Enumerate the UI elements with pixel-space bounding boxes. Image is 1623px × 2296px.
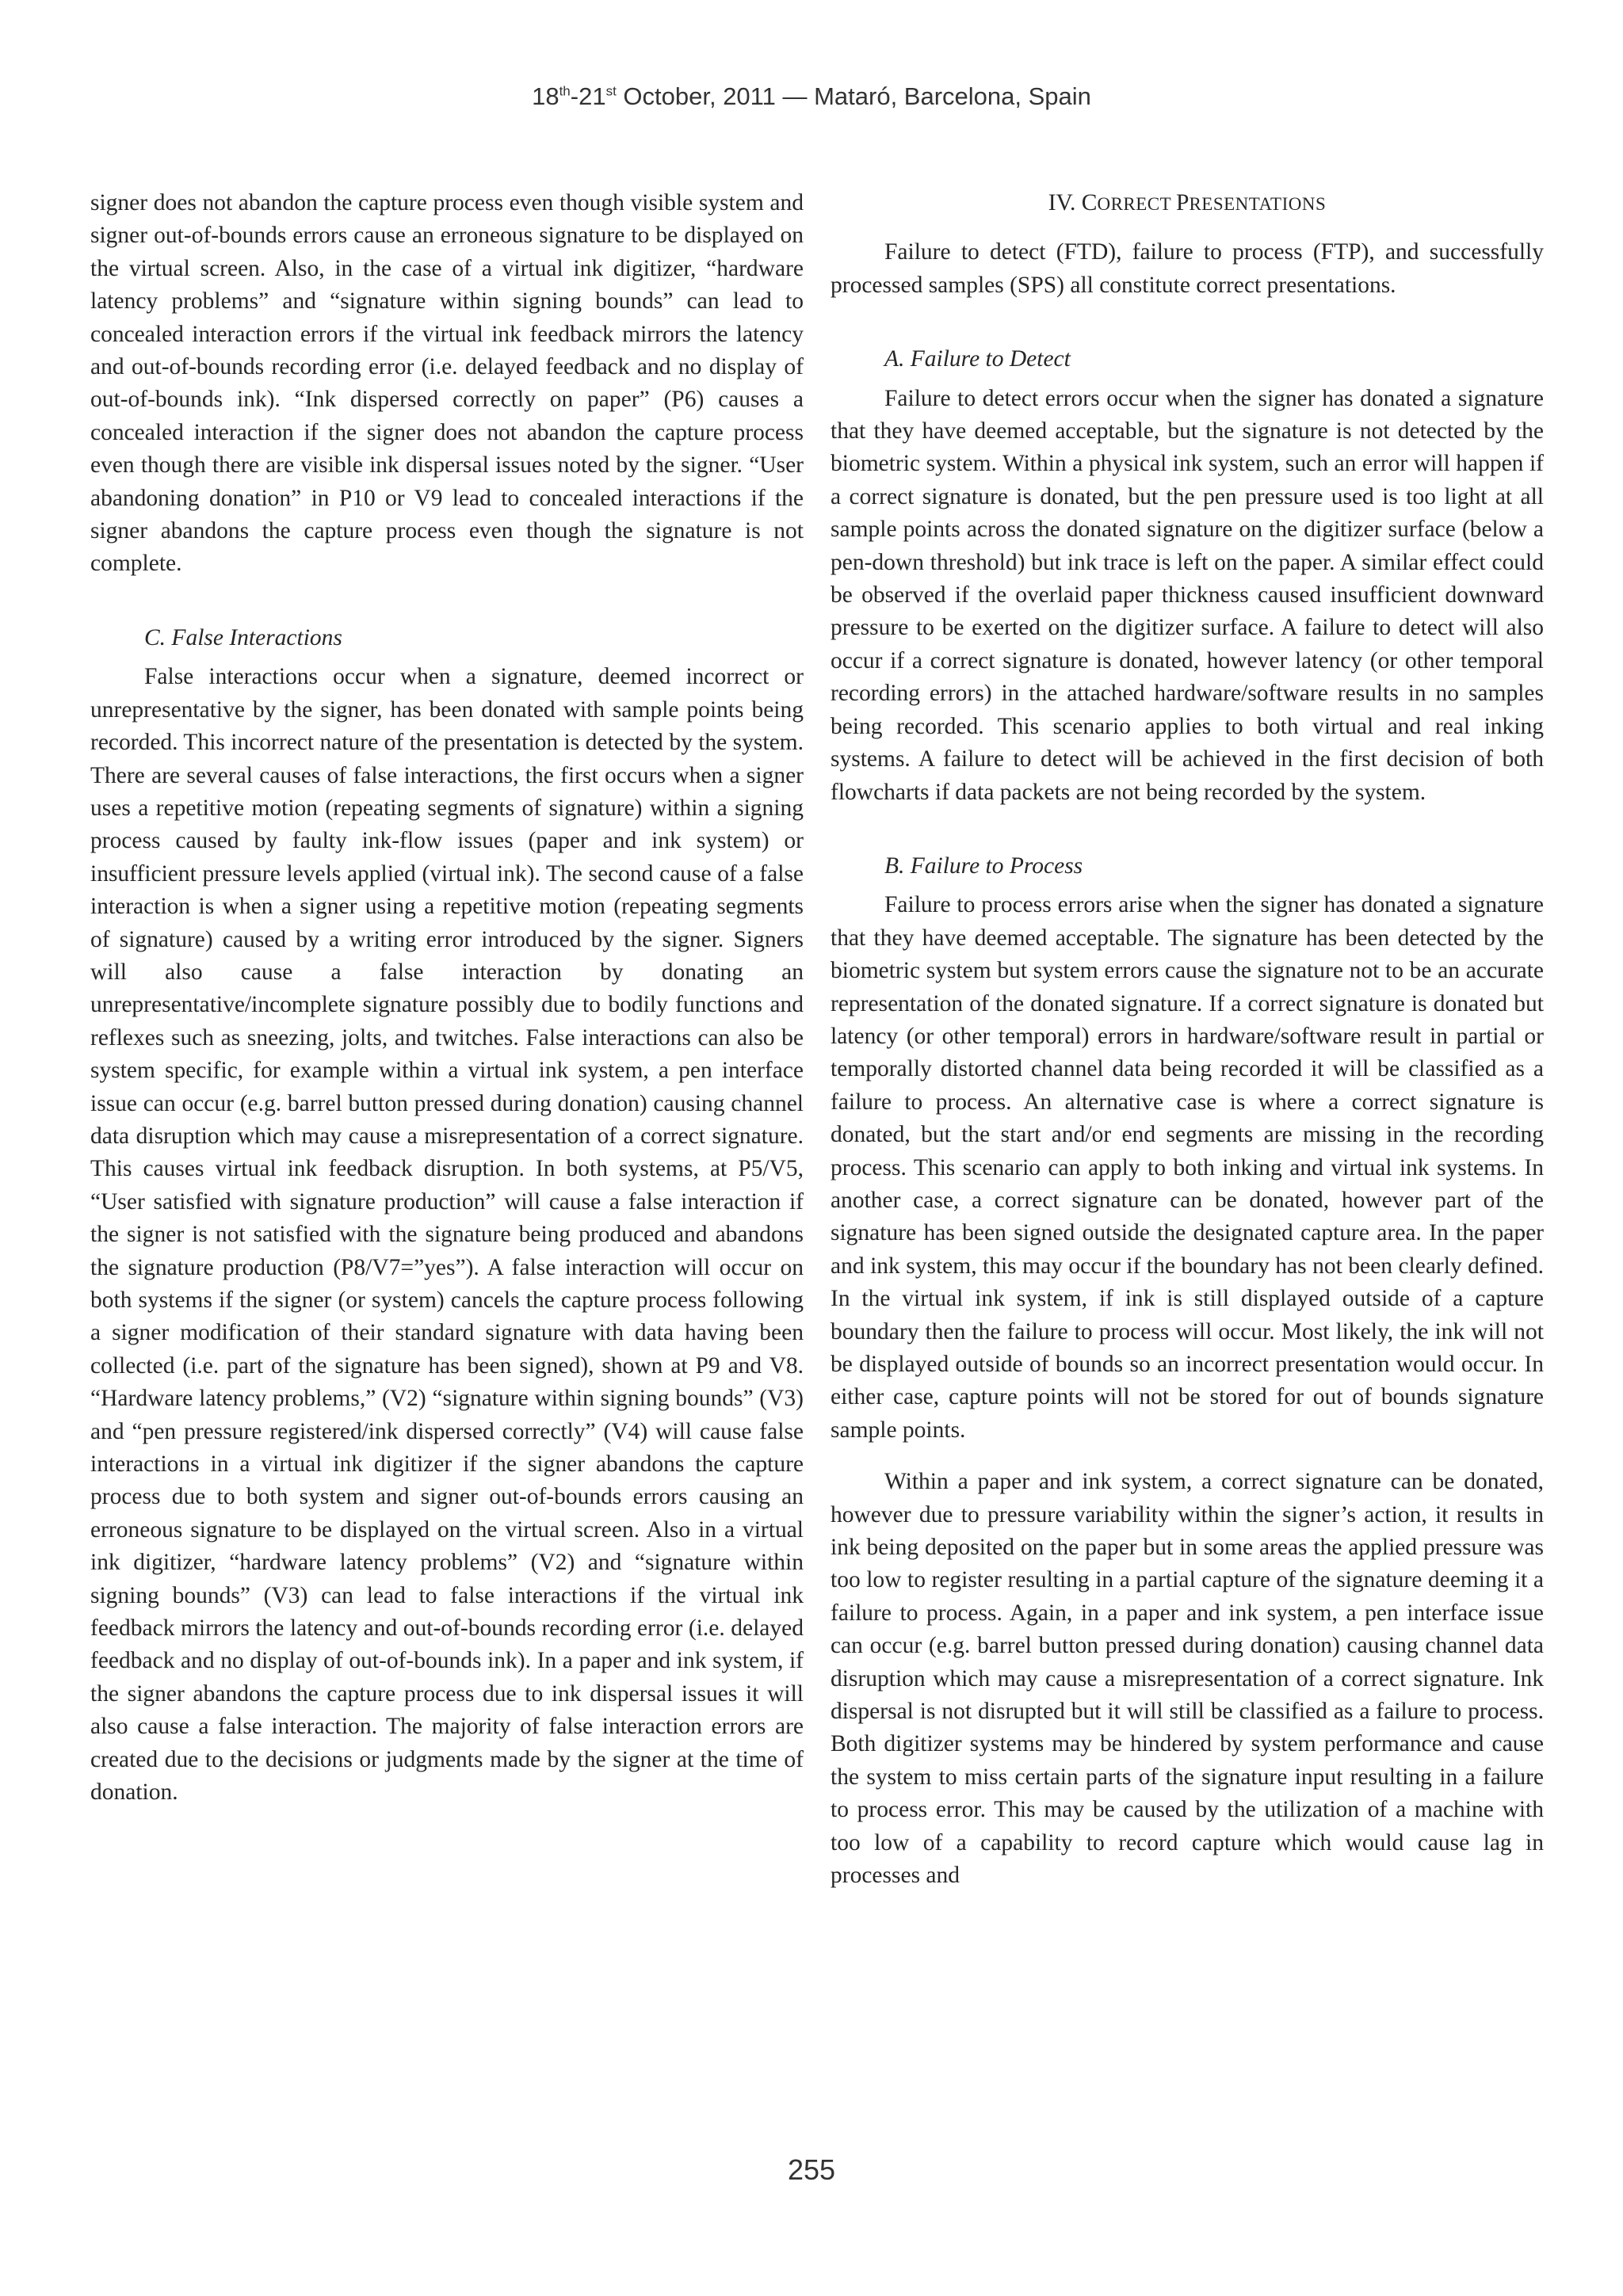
paragraph: Failure to detect (FTD), failure to process (FTP), and successfully processed samples (SPS) all constitute correct presentations. xyxy=(831,239,1544,298)
header-date-start: 18 xyxy=(532,82,559,110)
subsection-heading: A. Failure to Detect xyxy=(884,346,1071,372)
subsection-heading: C. False Interactions xyxy=(144,624,342,650)
header-ordinal-st: st xyxy=(605,83,617,99)
subsection-heading: B. Failure to Process xyxy=(884,852,1083,879)
section-title-resentations: RESENTATIONS xyxy=(1189,194,1327,214)
page-number: 255 xyxy=(787,2153,836,2186)
section-heading xyxy=(831,187,1544,220)
header-location: October, 2011 — Mataró, Barcelona, Spain xyxy=(616,82,1091,110)
section-title-orrect: ORRECT xyxy=(1097,194,1177,214)
header-ordinal-th: th xyxy=(559,83,571,99)
section-title-p: P xyxy=(1176,190,1190,215)
section-title-c: C xyxy=(1081,190,1098,215)
paragraph: signer does not abandon the capture process even though visible system and signer out-of-bounds errors cause an erroneous signature to be displayed on the virtual screen. Also, in the case of a virtual ink digitizer, “hardware latency problems” and “signature within signing bounds” can lead to concealed interaction errors if the virtual ink feedback mirrors the latency and out-of-bounds recording error (i.e. delayed feedback and no display of out-of-bounds ink). “Ink dispersed correctly on paper” (P6) causes a concealed interaction if the signer does not abandon the capture process even though there are visible ink dispersal issues noted by the signer. “User abandoning donation” in P10 or V9 lead to concealed interactions if the signer abandons the capture process even though the signature is not complete. xyxy=(90,190,804,577)
paragraph: False interactions occur when a signature, deemed incorrect or unrepresentative by the signer, has been donated with sample points being recorded. This incorrect nature of the presentation is detected by the system. There are several causes of false interactions, the first occurs when a signer uses a repetitive motion (repeating segments of signature) within a signing process caused by faulty ink-flow issues (paper and ink system) or insufficient pressure levels applied (virtual ink). The second cause of a false interaction is when a signer using a repetitive motion (repeating segments of signature) caused by a writing error introduced by the signer. Signers will also cause a false interaction by donating an unrepresentative/incomplete signature possibly due to bodily functions and reflexes such as sneezing, jolts, and twitches. False interactions can also be system specific, for example within a virtual ink system, a pen interface issue can occur (e.g. barrel button pressed during donation) causing channel data disruption which may cause a misrepresentation of a correct signature. This causes virtual ink feedback disruption. In both systems, at P5/V5, “User satisfied with signature production” will cause a false interaction if the signer is not satisfied with the signature being produced and abandons the signature production (P8/V7=”yes”). A false interaction will occur on both systems if the signer (or system) cancels the capture process following a signer modification of their standard signature with data having been collected (i.e. part of the signature has been signed), shown at P9 and V8. “Hardware latency problems,” (V2) “signature within signing bounds” (V3) and “pen pressure registered/ink dispersed correctly” (V4) will cause false interactions in a virtual ink digitizer if the signer abandons the capture process due to both system and signer out-of-bounds errors causing an erroneous signature to be displayed on the virtual screen. Also in a virtual ink digitizer, “hardware latency problems” (V2) and “signature within signing bounds” (V3) can lead to false interactions if the virtual ink feedback mirrors the latency and out-of-bounds recording error (i.e. delayed feedback and no display of out-of-bounds ink). In a paper and ink system, if the signer abandons the capture process due to ink dispersal issues it will also cause a false interaction. The majority of false interaction errors are created due to the decisions or judgments made by the signer at the time of donation. xyxy=(90,664,804,1806)
paragraph: Failure to process errors arise when the signer has donated a signature that they have deemed acceptable. The signature has been detected by the biometric system but system errors cause the signature not to be an accurate representation of the donated signature. If a correct signature is donated but latency (or other temporal) errors in hardware/software result in partial or temporally distorted channel data being recorded it will be classified as a failure to process. An alternative case is where a correct signature is donated, but the start and/or end segments are missing in the recording process. This scenario can apply to both inking and virtual ink systems. In another case, a correct signature can be donated, however part of the signature has been signed outside the designated capture area. In the paper and ink system, this may occur if the boundary has not been clearly defined. In the virtual ink system, if ink is still displayed outside of a capture boundary then the failure to process will occur. Most likely, the ink will not be displayed outside of bounds so an incorrect presentation would occur. In either case, capture points will not be stored for out of bounds signature sample points. xyxy=(831,892,1544,1443)
paragraph: Failure to detect errors occur when the signer has donated a signature that they have deemed acceptable, but the signature is not detected by the biometric system. Within a physical ink system, such an error will happen if a correct signature is donated, but the pen pressure used is too light at all sample points across the donated signature on the digitizer surface (below a pen-down threshold) but ink trace is left on the paper. A similar effect could be observed if the overlaid paper thickness caused insufficient downward pressure to be exerted on the digitizer surface. A failure to detect will also occur if a correct signature is donated, however latency (or other temporal recording errors) in the attached hardware/software results in no samples being recorded. This scenario applies to both virtual and real inking systems. A failure to detect will be achieved in the first decision of both flowcharts if data packets are not being recorded by the system. xyxy=(831,385,1544,805)
section-number: IV. xyxy=(1048,190,1082,215)
left-column xyxy=(90,187,804,1810)
header-date-end: -21 xyxy=(570,82,606,110)
right-column xyxy=(831,187,1544,1893)
running-header xyxy=(0,82,1623,111)
paragraph: Within a paper and ink system, a correct signature can be donated, however due to pressure variability within the signer’s action, it results in ink being deposited on the paper but in some areas the applied pressure was too low to register resulting in a partial capture of the signature deeming it a failure to process. Again, in a paper and ink system, a pen interface issue can occur (e.g. barrel button pressed during donation) causing channel data disruption which may cause a misrepresentation of a correct signature. Ink dispersal is not disrupted but it will still be classified as a failure to process. Both digitizer systems may be hindered by system performance and cause the system to miss certain parts of the signature input resulting in a failure to process error. This may be caused by the utilization of a machine with too low of a capability to record capture which would cause lag in processes and xyxy=(831,1469,1544,1889)
